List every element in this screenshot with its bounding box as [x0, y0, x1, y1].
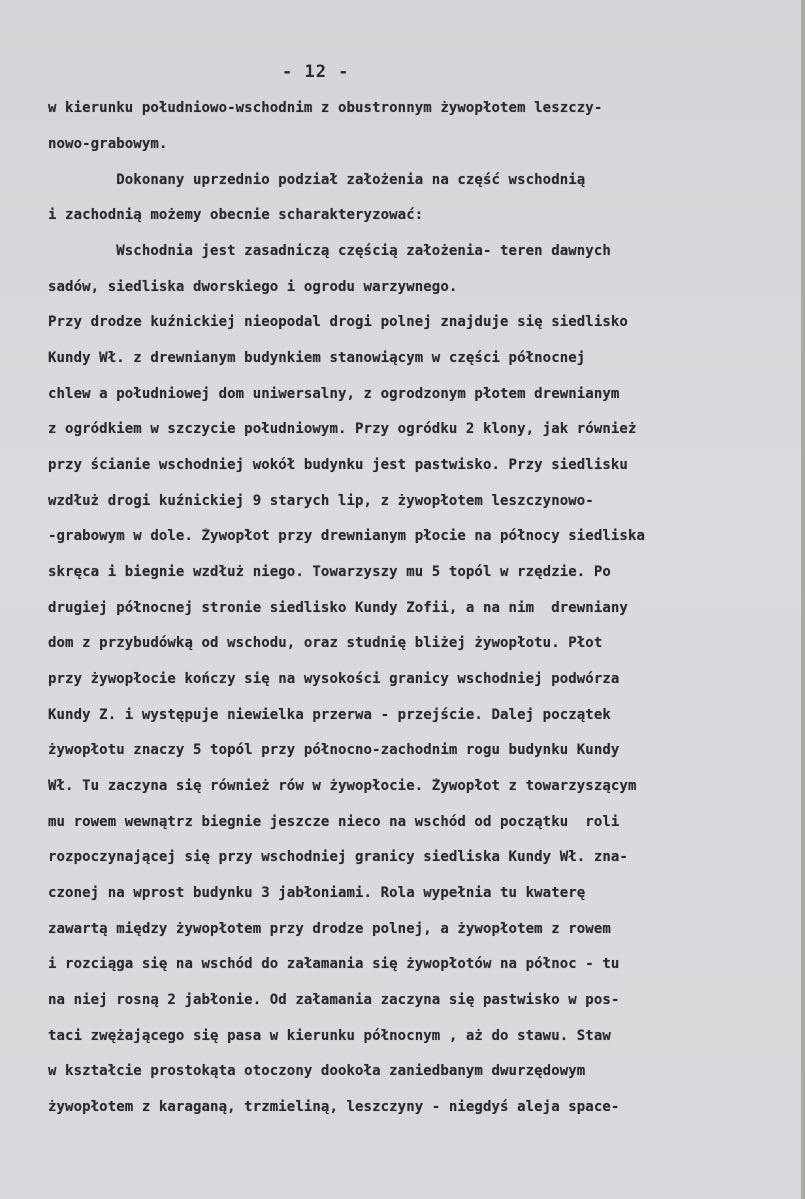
text-line: czonej na wprost budynku 3 jabłoniami. Rola wypełnia tu kwaterę [48, 885, 586, 901]
text-line: rozpoczynającej się przy wschodniej granicy siedliska Kundy Wł. zna- [48, 849, 628, 865]
text-line: wzdłuż drogi kuźnickiej 9 starych lip, z żywopłotem leszczynowo- [48, 493, 594, 509]
text-line: zawartą między żywopłotem przy drodze polnej, a żywopłotem z rowem [48, 921, 611, 937]
text-line: żywopłotu znaczy 5 topól przy północno-zachodnim rogu budynku Kundy [48, 742, 620, 758]
text-line: skręca i biegnie wzdłuż niego. Towarzyszy mu 5 topól w rzędzie. Po [48, 564, 611, 580]
text-line: -grabowym w dole. Żywopłot przy drewnianym płocie na północy siedliska [48, 528, 646, 544]
text-line: na niej rosną 2 jabłonie. Od załamania zaczyna się pastwisko w pos- [48, 992, 620, 1008]
text-line: Wschodnia jest zasadniczą częścią założenia- teren dawnych [48, 243, 611, 259]
text-line: w kształcie prostokąta otoczony dookoła zaniedbanym dwurzędowym [48, 1063, 586, 1079]
text-line: Kundy Wł. z drewnianym budynkiem stanowiącym w części północnej [48, 350, 586, 366]
text-line: i rozciąga się na wschód do załamania się żywopłotów na północ - tu [48, 956, 620, 972]
text-line: drugiej północnej stronie siedlisko Kundy Zofii, a na nim drewniany [48, 600, 628, 616]
text-line: dom z przybudówką od wschodu, oraz studnię bliżej żywopłotu. Płot [48, 635, 603, 651]
text-line: Wł. Tu zaczyna się również rów w żywopłocie. Żywopłot z towarzyszącym [48, 778, 637, 794]
text-line: w kierunku południowo-wschodnim z obustronnym żywopłotem leszczy- [48, 100, 603, 116]
text-line: i zachodnią możemy obecnie scharakteryzować: [48, 207, 424, 223]
text-line: Kundy Z. i występuje niewielka przerwa - przejście. Dalej początek [48, 707, 611, 723]
text-line: Dokonany uprzednio podział założenia na część wschodnią [48, 172, 586, 188]
text-line: nowo-grabowym. [48, 136, 168, 152]
text-line: mu rowem wewnątrz biegnie jeszcze nieco na wschód od początku roli [48, 814, 620, 830]
text-line: chlew a południowej dom uniwersalny, z ogrodzonym płotem drewnianym [48, 386, 620, 402]
text-line: przy żywopłocie kończy się na wysokości granicy wschodniej podwórza [48, 671, 620, 687]
text-line: z ogródkiem w szczycie południowym. Przy ogródku 2 klony, jak również [48, 421, 637, 437]
text-line: przy ścianie wschodniej wokół budynku jest pastwisko. Przy siedlisku [48, 457, 628, 473]
text-line: sadów, siedliska dworskiego i ogrodu warzywnego. [48, 279, 458, 295]
text-line: Przy drodze kuźnickiej nieopodal drogi polnej znajduje się siedlisko [48, 314, 628, 330]
text-line: żywopłotem z karaganą, trzmieliną, leszczyny - niegdyś aleja space- [48, 1099, 620, 1115]
page-number: - 12 - [282, 62, 350, 82]
text-line: taci zwężającego się pasa w kierunku północnym , aż do stawu. Staw [48, 1028, 611, 1044]
